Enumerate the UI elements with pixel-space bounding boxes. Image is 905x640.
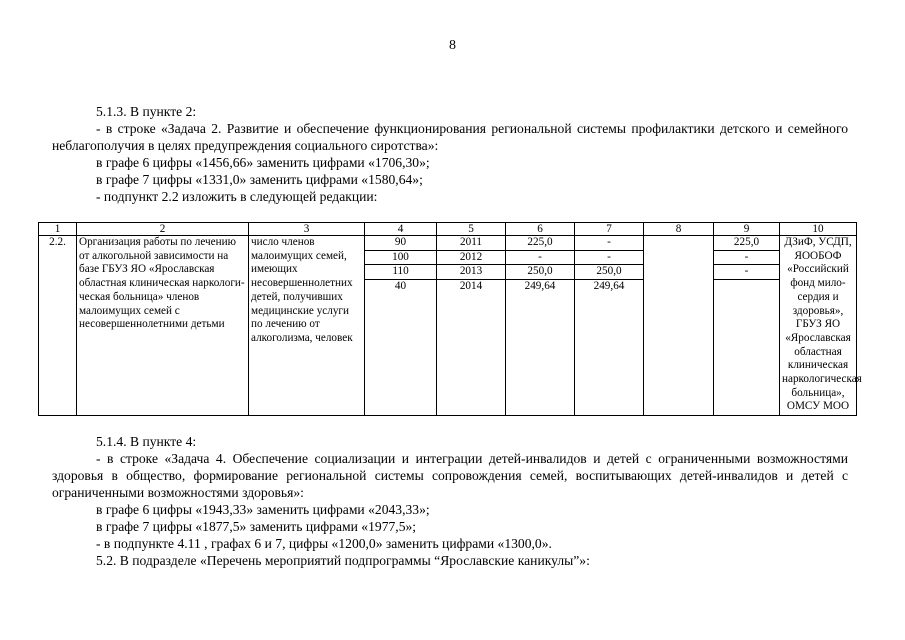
col9-cell <box>714 236 780 416</box>
column-header: 9 <box>714 223 780 236</box>
paragraph-line: в графе 6 цифры «1456,66» заменить цифрами «1706,30»; <box>96 155 430 170</box>
col6-cell <box>506 236 575 416</box>
sub-value: 2012 <box>437 251 505 266</box>
sub-value: 249,64 <box>593 280 625 293</box>
page-number: 8 <box>449 38 456 53</box>
sub-value <box>644 236 713 250</box>
activity-cell: Организация работы по лечению от алкогольной зависимости на базе ГБУЗ ЯО «Ярославская областная клиническая наркологи-ческая больница» членов малоимущих семей с несовершеннолетними детьми <box>77 236 249 416</box>
column-header: 10 <box>780 223 857 236</box>
col5-cell <box>437 236 506 416</box>
sub-value: 250,0 <box>575 265 643 280</box>
column-header: 7 <box>575 223 644 236</box>
col4-cell <box>365 236 437 416</box>
executors-cell: ДЗиФ, УСДП, ЯООБОФ «Российский фонд мило-сердия и здоровья», ГБУЗ ЯО «Ярославская областная клиническая наркологическая больница», ОМСУ МОО <box>780 236 857 416</box>
sub-value: 110 <box>365 265 436 280</box>
paragraph-line: в графе 7 цифры «1877,5» заменить цифрами «1977,5»; <box>96 519 417 534</box>
sub-value <box>714 280 779 294</box>
table-row <box>39 236 857 416</box>
section-5-1-4 <box>52 433 848 569</box>
table-header-row <box>39 223 857 236</box>
section-5-1-3 <box>52 103 848 205</box>
section-heading: 5.1.4. В пункте 4: <box>96 434 197 449</box>
paragraph-line: 5.2. В подразделе «Перечень мероприятий подпрограммы “Ярославские каникулы”»: <box>96 553 590 568</box>
sub-value: - <box>575 236 643 251</box>
column-header: 8 <box>644 223 714 236</box>
section-heading: 5.1.3. В пункте 2: <box>96 104 197 119</box>
paragraph-line: - подпункт 2.2 изложить в следующей редакции: <box>96 189 378 204</box>
sub-value: 2014 <box>459 280 483 293</box>
sub-value: 90 <box>365 236 436 251</box>
paragraph-line: в графе 6 цифры «1943,33» заменить цифрами «2043,33»; <box>96 502 430 517</box>
column-header: 2 <box>77 223 249 236</box>
column-header: 4 <box>365 223 437 236</box>
paragraph-line: - в подпункте 4.11 , графах 6 и 7, цифры «1200,0» заменить цифрами «1300,0». <box>96 536 552 551</box>
sub-value: - <box>714 265 779 280</box>
sub-value: - <box>714 251 779 266</box>
column-header: 3 <box>249 223 365 236</box>
sub-value: 2011 <box>437 236 505 251</box>
paragraph: - в строке «Задача 2. Развитие и обеспечение функционирования региональной системы профилактики детского и семейного неблагополучия в целях предупреждения социального сиротства»: <box>52 121 848 153</box>
sub-value: - <box>575 251 643 266</box>
sub-value: 100 <box>365 251 436 266</box>
col8-cell <box>644 236 714 416</box>
sub-value: 250,0 <box>506 265 574 280</box>
col7-cell <box>575 236 644 416</box>
sub-value: 225,0 <box>506 236 574 251</box>
sub-value: 249,64 <box>524 280 556 293</box>
measures-table <box>38 222 862 416</box>
paragraph-line: в графе 7 цифры «1331,0» заменить цифрами «1580,64»; <box>96 172 423 187</box>
row-number: 2.2. <box>39 236 77 416</box>
sub-value: - <box>506 251 574 266</box>
column-header: 1 <box>39 223 77 236</box>
column-header: 6 <box>506 223 575 236</box>
sub-value: 2013 <box>437 265 505 280</box>
sub-value: 40 <box>394 280 407 293</box>
paragraph: - в строке «Задача 4. Обеспечение социализации и интеграции детей-инвалидов и детей с ограниченными возможностями здоровья в общество, формирование региональной системы сопровождения семей, воспитывающих детей-инвалидов и детей с ограниченными возможностями здоровья»: <box>52 451 848 500</box>
indicator-cell: число членов малоимущих семей, имеющих несовершеннолетних детей, получивших медицинские услуги по лечению от алкоголизма, человек <box>249 236 365 416</box>
column-header: 5 <box>437 223 506 236</box>
sub-value: 225,0 <box>714 236 779 251</box>
